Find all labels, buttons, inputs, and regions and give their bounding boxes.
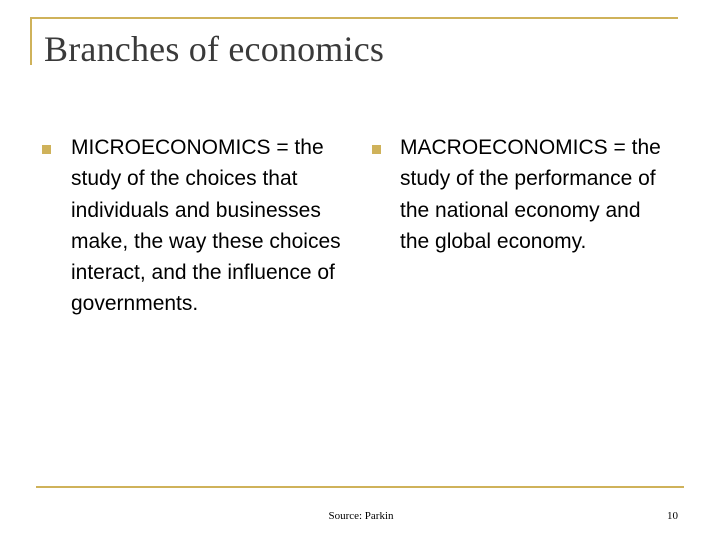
title-top-rule — [30, 17, 678, 19]
slide-title: Branches of economics — [44, 29, 385, 69]
page-number: 10 — [667, 510, 678, 522]
footer-source: Source: Parkin — [328, 510, 394, 522]
bullet-macroeconomics — [372, 132, 672, 257]
square-bullet-icon — [372, 145, 381, 154]
bullet-text-microeconomics: MICROECONOMICS = the study of the choices that individuals and businesses make, the way these choices interact, and the influence of governments. — [71, 136, 341, 316]
square-bullet-icon — [42, 145, 51, 154]
footer-rule — [36, 486, 684, 488]
bullet-text-macroeconomics: MACROECONOMICS = the study of the performance of the national economy and the global economy. — [400, 136, 661, 253]
title-left-rule — [30, 17, 32, 65]
bullet-microeconomics — [42, 132, 352, 320]
